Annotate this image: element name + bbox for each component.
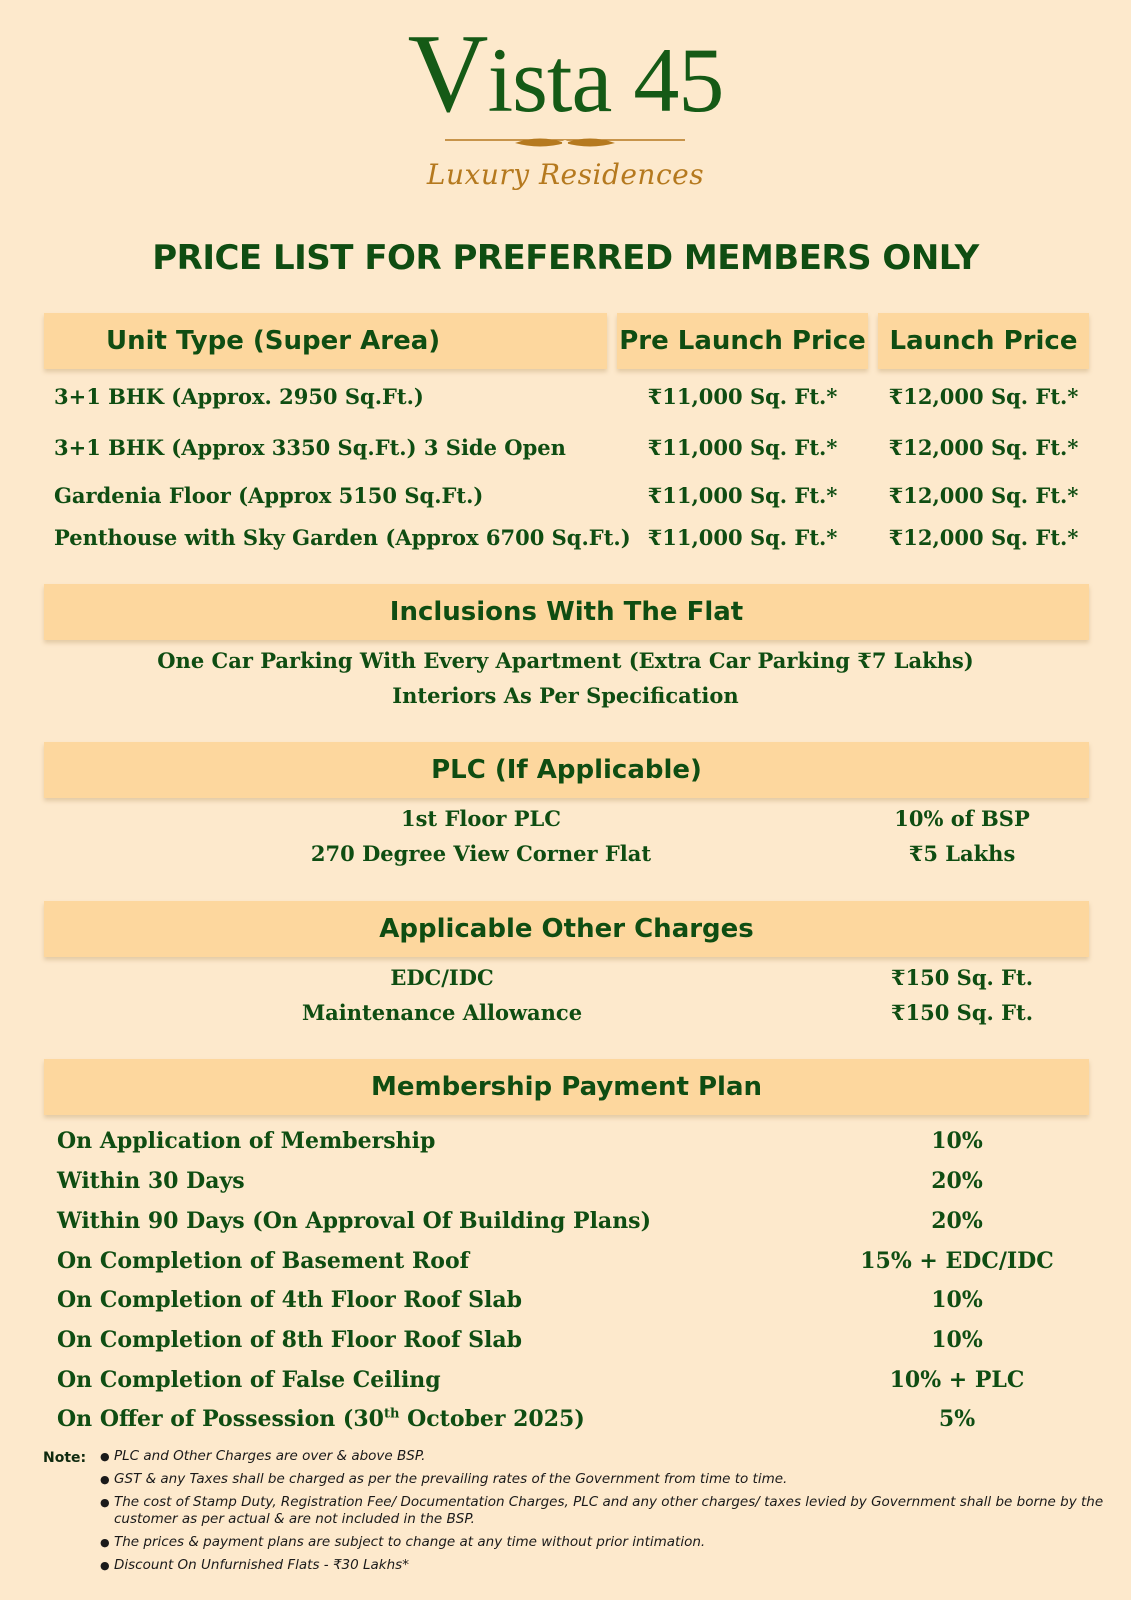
notes-list xyxy=(100,1448,1130,1580)
logo-v: V xyxy=(407,12,488,136)
payment-percent: 15% + EDC/IDC xyxy=(860,1248,1054,1274)
charge-value: ₹150 Sq. Ft. xyxy=(890,965,1034,990)
payment-percent: 10% xyxy=(931,1327,983,1353)
launch-price-cell: ₹12,000 Sq. Ft.* xyxy=(888,384,1079,409)
payment-stage: On Completion of 4th Floor Roof Slab xyxy=(57,1287,522,1313)
inclusions-heading: Inclusions With The Flat xyxy=(44,584,1089,640)
note-item: ● PLC and Other Charges are over & above BSP. xyxy=(100,1448,1130,1465)
pre-launch-price-cell: ₹11,000 Sq. Ft.* xyxy=(647,483,838,508)
note-item: ● GST & any Taxes shall be charged as per the prevailing rates of the Government from time to time. xyxy=(100,1471,1130,1488)
launch-price-cell: ₹12,000 Sq. Ft.* xyxy=(888,483,1079,508)
payment-stage-superscript: th xyxy=(383,1406,400,1422)
note-item: ● The prices & payment plans are subject to change at any time without prior intimation. xyxy=(100,1534,1130,1551)
header-unit-type: Unit Type (Super Area) xyxy=(44,313,607,369)
payment-stage: On Completion of 8th Floor Roof Slab xyxy=(57,1327,522,1353)
other-charges-heading: Applicable Other Charges xyxy=(44,901,1089,957)
header-pre-launch-price: Pre Launch Price xyxy=(617,313,868,369)
unit-type-cell: 3+1 BHK (Approx 3350 Sq.Ft.) 3 Side Open xyxy=(54,435,566,460)
payment-stage: Within 30 Days xyxy=(57,1168,245,1194)
page-title: PRICE LIST FOR PREFERRED MEMBERS ONLY xyxy=(152,238,979,278)
unit-type-cell: Penthouse with Sky Garden (Approx 6700 Sq.Ft.) xyxy=(54,525,631,550)
logo-subtitle: Luxury Residences xyxy=(426,158,705,191)
logo-title-rest: ista 45 xyxy=(487,29,724,131)
logo-ornament-icon xyxy=(445,132,685,154)
payment-percent: 20% xyxy=(931,1208,983,1234)
payment-percent: 5% xyxy=(938,1406,976,1432)
unit-type-cell: 3+1 BHK (Approx. 2950 Sq.Ft.) xyxy=(54,384,424,409)
payment-percent: 10% + PLC xyxy=(889,1367,1025,1393)
payment-plan-heading: Membership Payment Plan xyxy=(44,1059,1089,1115)
charge-label: EDC/IDC xyxy=(390,965,494,990)
inclusion-line: One Car Parking With Every Apartment (Extra Car Parking ₹7 Lakhs) xyxy=(157,648,974,673)
charge-label: Maintenance Allowance xyxy=(301,1000,583,1025)
payment-percent: 20% xyxy=(931,1168,983,1194)
plc-value: ₹5 Lakhs xyxy=(908,841,1016,866)
pre-launch-price-cell: ₹11,000 Sq. Ft.* xyxy=(647,384,838,409)
pre-launch-price-cell: ₹11,000 Sq. Ft.* xyxy=(647,435,838,460)
inclusion-line: Interiors As Per Specification xyxy=(392,683,739,708)
note-item: ● Discount On Unfurnished Flats - ₹30 Lakhs* xyxy=(100,1557,1130,1574)
brand-logo-title xyxy=(0,12,1131,136)
payment-percent: 10% xyxy=(931,1128,983,1154)
header-launch-price: Launch Price xyxy=(878,313,1089,369)
charge-value: ₹150 Sq. Ft. xyxy=(890,1000,1034,1025)
plc-label: 270 Degree View Corner Flat xyxy=(310,841,652,866)
plc-heading: PLC (If Applicable) xyxy=(44,742,1089,798)
payment-stage: On Completion of Basement Roof xyxy=(57,1248,470,1274)
unit-type-cell: Gardenia Floor (Approx 5150 Sq.Ft.) xyxy=(54,483,484,508)
notes-label: Note: xyxy=(43,1450,87,1466)
launch-price-cell: ₹12,000 Sq. Ft.* xyxy=(888,435,1079,460)
payment-stage: Within 90 Days (On Approval Of Building Plans) xyxy=(57,1208,651,1234)
launch-price-cell: ₹12,000 Sq. Ft.* xyxy=(888,525,1079,550)
payment-percent: 10% xyxy=(931,1287,983,1313)
plc-label: 1st Floor PLC xyxy=(401,806,561,831)
note-item: ● The cost of Stamp Duty, Registration Fee/ Documentation Charges, PLC and any other charges/ taxes levied by Government shall be borne by the customer as per actual & are not included in the BSP. xyxy=(100,1494,1130,1528)
payment-stage: On Application of Membership xyxy=(57,1128,436,1154)
payment-stage-text: On Offer of Possession (30 xyxy=(57,1406,384,1432)
plc-value: 10% of BSP xyxy=(894,806,1030,831)
payment-stage-text: October 2025) xyxy=(399,1406,585,1432)
payment-stage xyxy=(57,1406,585,1432)
pre-launch-price-cell: ₹11,000 Sq. Ft.* xyxy=(647,525,838,550)
payment-stage: On Completion of False Ceiling xyxy=(57,1367,441,1393)
